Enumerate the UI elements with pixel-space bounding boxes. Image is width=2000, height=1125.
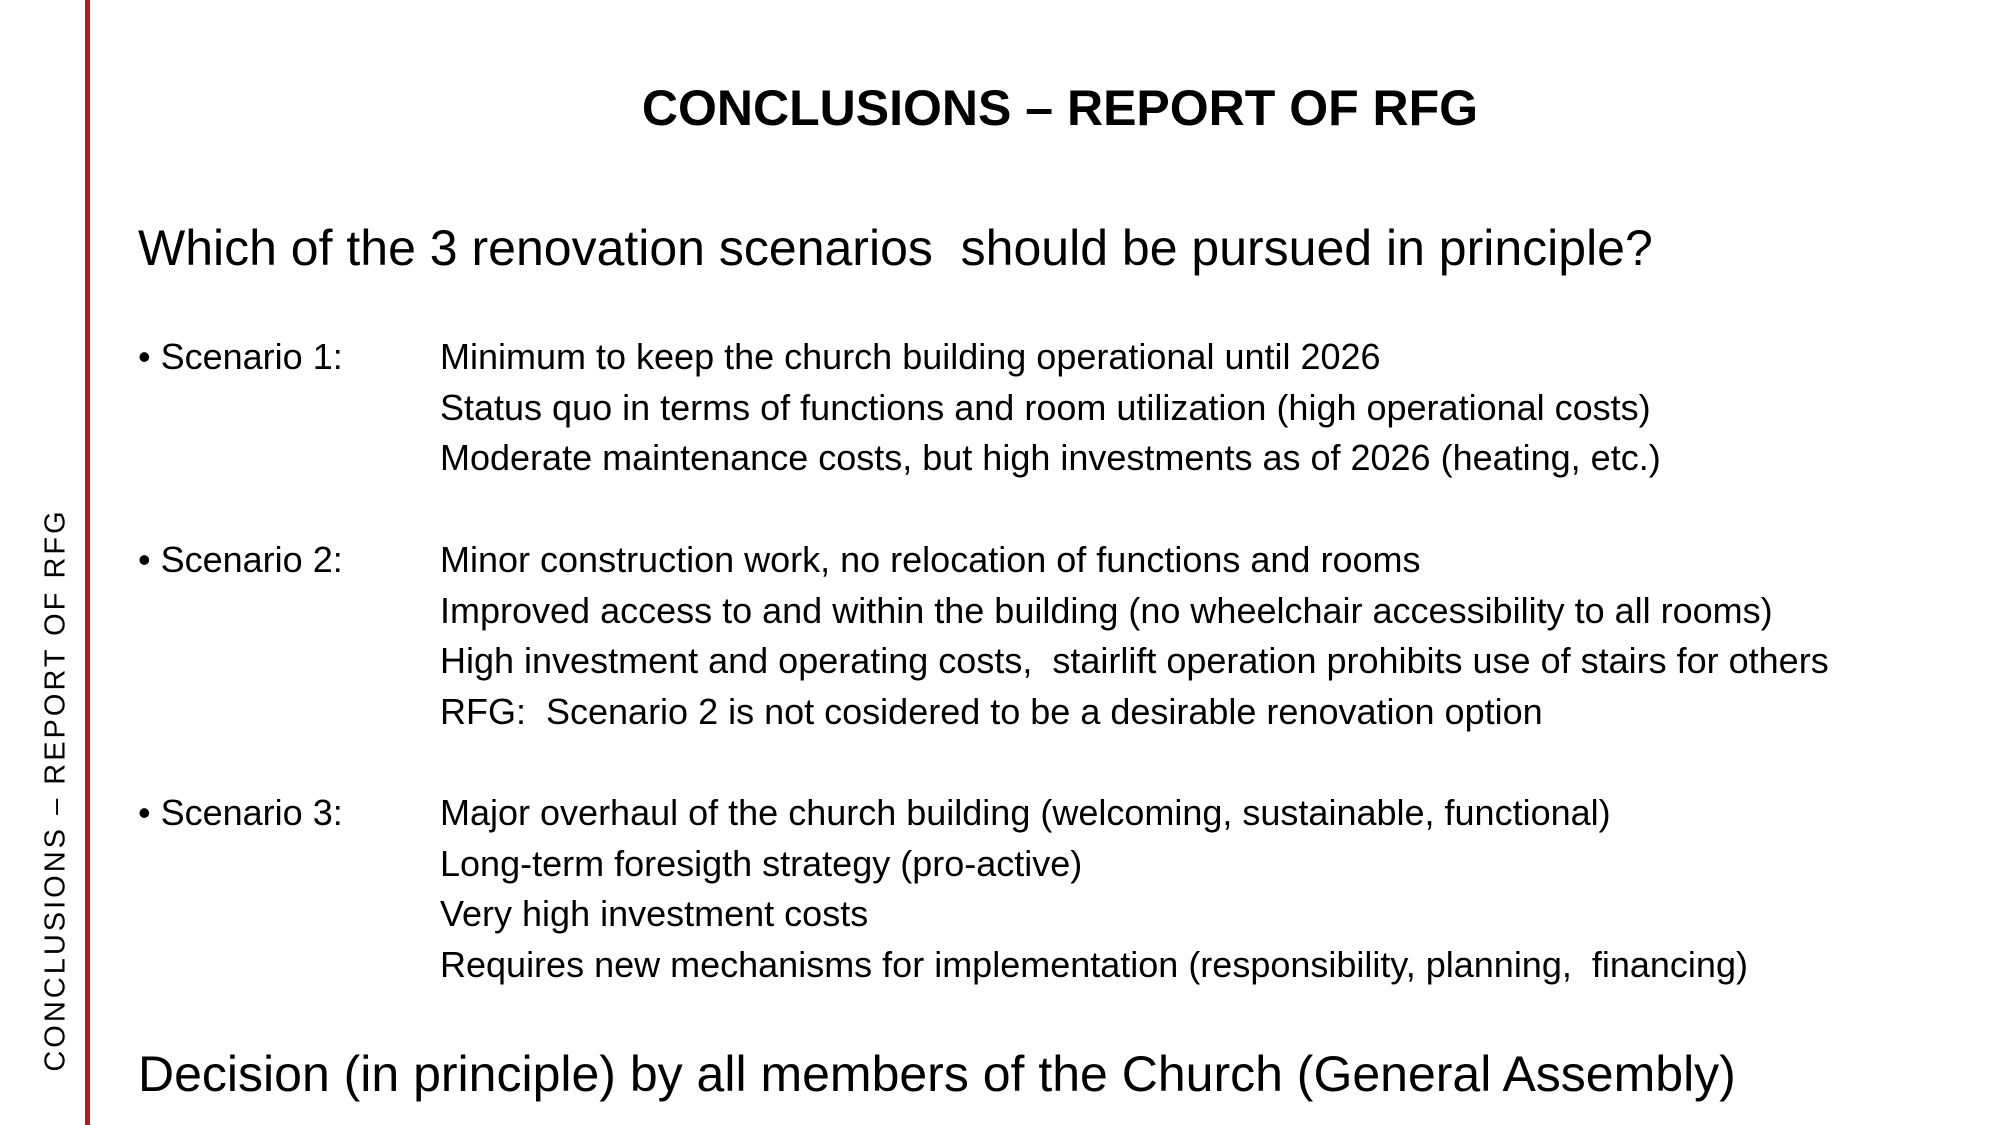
- scenario-description: [440, 535, 1829, 737]
- scenario-line: Major overhaul of the church building (welcoming, sustainable, functional): [440, 792, 1611, 833]
- scenario-line: Status quo in terms of functions and room utilization (high operational costs): [440, 386, 1651, 428]
- scenario-line: High investment and operating costs, stairlift operation prohibits use of stairs for others: [440, 640, 1829, 681]
- scenario-label: • Scenario 2:: [138, 539, 343, 580]
- scenario-line: Very high investment costs: [440, 893, 869, 934]
- scenario-label: • Scenario 3:: [138, 792, 343, 833]
- scenario-line: Moderate maintenance costs, but high investments as of 2026 (heating, etc.): [440, 437, 1661, 478]
- decision-statement: Decision (in principle) by all members of the Church (General Assembly): [138, 1046, 1736, 1102]
- question-heading: Which of the 3 renovation scenarios should be pursued in principle?: [138, 220, 1653, 276]
- scenario-description: [440, 788, 1748, 990]
- scenario-line: Minor construction work, no relocation of functions and rooms: [440, 539, 1421, 580]
- scenario-line: RFG: Scenario 2 is not cosidered to be a desirable renovation option: [440, 690, 1543, 732]
- scenario-label: • Scenario 1:: [138, 336, 343, 377]
- scenario-line: Minimum to keep the church building operational until 2026: [440, 336, 1381, 377]
- slide-title: CONCLUSIONS – REPORT OF RFG: [641, 80, 1479, 136]
- scenario-description: [440, 332, 1661, 484]
- scenario-line: Long-term foresigth strategy (pro-active): [440, 842, 1083, 884]
- vertical-divider-line: [85, 0, 90, 1125]
- vertical-section-label: CONCLUSIONS – REPORT OF RFG: [39, 508, 72, 1072]
- scenario-line: Improved access to and within the building (no wheelchair accessibility to all rooms): [440, 589, 1773, 631]
- scenario-line: Requires new mechanisms for implementation (responsibility, planning, financing): [440, 943, 1748, 985]
